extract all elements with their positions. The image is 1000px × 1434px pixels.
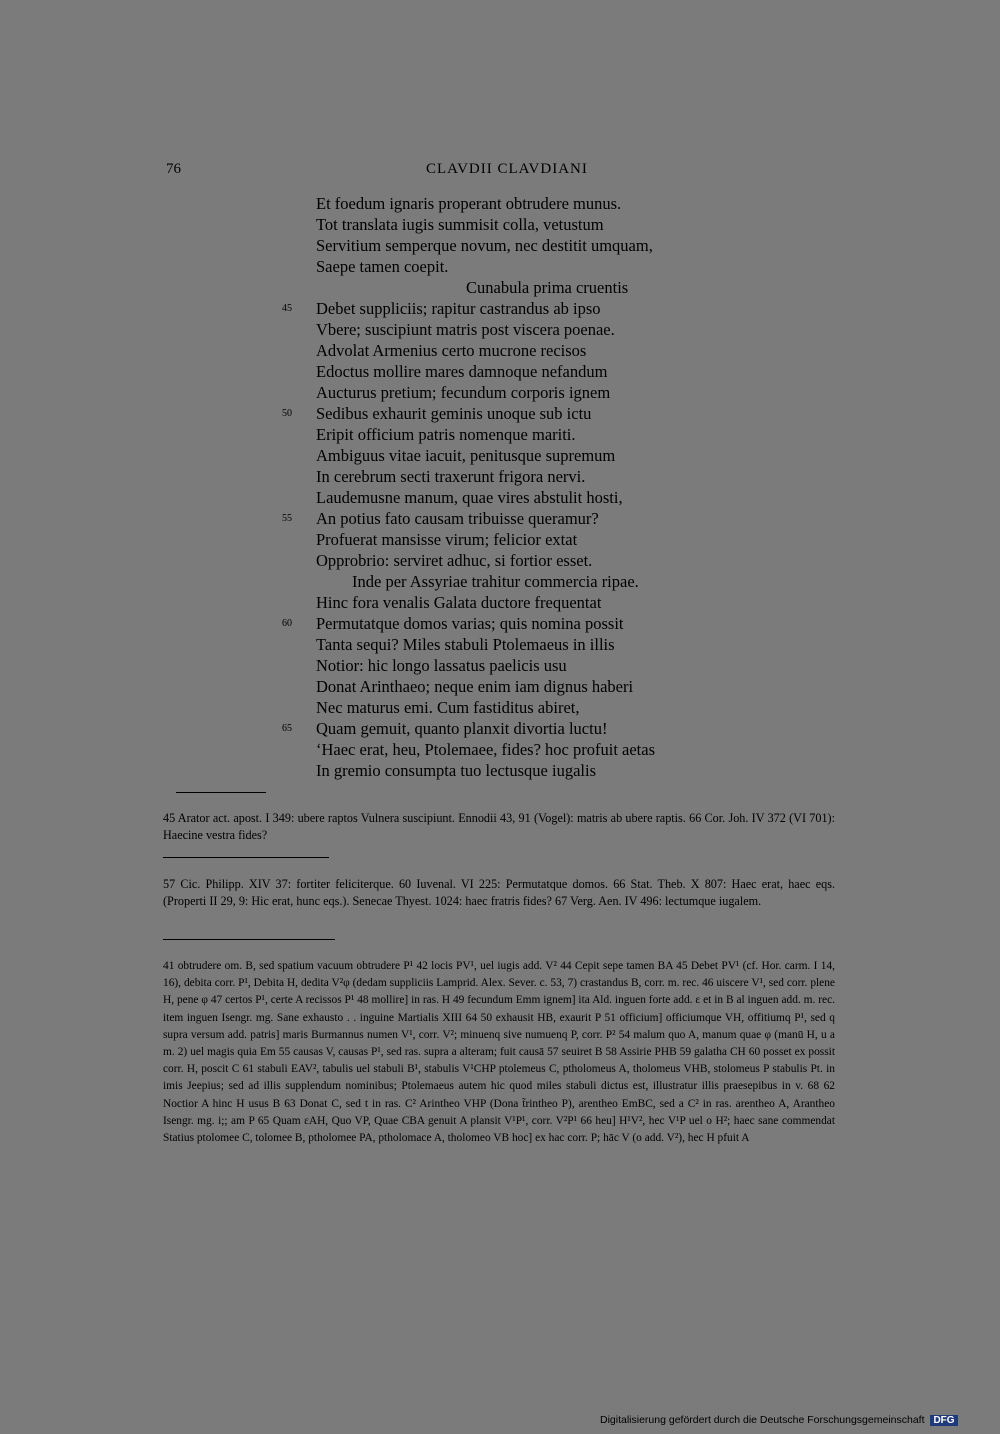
verse-line: [316, 466, 776, 487]
line-number: 45: [282, 303, 292, 314]
verse-text: Nec maturus emi. Cum fastiditus abiret,: [316, 698, 580, 717]
verse-line: [316, 214, 776, 235]
line-number: 65: [282, 723, 292, 734]
verse-line: [316, 277, 776, 298]
verse-text: Hinc fora venalis Galata ductore frequentat: [316, 593, 602, 612]
verse-text: Advolat Armenius certo mucrone recisos: [316, 341, 587, 360]
verse-line: [316, 340, 776, 361]
verse-line: [316, 487, 776, 508]
verse-text: Laudemusne manum, quae vires abstulit hosti,: [316, 488, 623, 507]
verse-text: Tanta sequi? Miles stabuli Ptolemaeus in illis: [316, 635, 615, 654]
verse-line: [316, 634, 776, 655]
line-number: 55: [282, 513, 292, 524]
verse-line: [316, 319, 776, 340]
divider: [163, 939, 335, 940]
verse-line: [282, 508, 776, 529]
verse-text: Inde per Assyriae trahitur commercia ripae.: [352, 572, 639, 591]
line-number: 50: [282, 408, 292, 419]
apparatus-testimonia: [163, 810, 835, 844]
line-number: 60: [282, 618, 292, 629]
verse-line: [282, 718, 776, 739]
verse-text: Et foedum ignaris properant obtrudere munus.: [316, 194, 622, 213]
page-number: 76: [166, 161, 181, 177]
apparatus-criticus: [163, 958, 835, 1147]
verse-text: Permutatque domos varias; quis nomina possit: [316, 614, 624, 633]
verse-line: [316, 592, 776, 613]
verse-text: Opprobrio: serviret adhuc, si fortior esset.: [316, 551, 593, 570]
verse-text: Notior: hic longo lassatus paelicis usu: [316, 656, 567, 675]
funding-credit-text: Digitalisierung gefördert durch die Deutsche Forschungsgemeinschaft: [600, 1414, 925, 1426]
verse-text: Cunabula prima cruentis: [466, 278, 629, 297]
verse-text: Saepe tamen coepit.: [316, 257, 449, 276]
verse-line: [282, 298, 776, 319]
apparatus-criticus-text: 41 obtrudere om. B, sed spatium vacuum obtrudere P¹ 42 locis PV¹, uel iugis add. V² 44 Cepit sepe tamen BA 45 Debet PV¹ (cf. Hor. carm. I 14, 16), debita corr. P¹, Debita H, dedita V²φ (dedam suppliciis Lamprid. Alex. Sever. c. 53, 7) crastandus B, corr. m. rec. 46 uiscere V¹, sed corr. plene H, pene φ 47 certos P¹, certe A recissos P¹ 48 mollire] in ras. H 49 fecundum Emm ignem] ita Ald. inguen forte add. ε et in B al inguen add. m. rec. item inguen Isengr. mg. Sane exhausto . . inguine Martialis XIII 64 50 exhausit HB, exaurit P 51 officium] officiumque VH, offitiumq P¹, sed q supra versum add. patris] maris Burmannus numen V¹, corr. V²; minuenq sive numuenq P, corr. P² 54 malum quo A, manum quae φ (manū H, u a m. 2) uel magis quia Em 55 causas V, causas P¹, sed ras. supra a alteram; fuit causā 57 seuiret B 58 Assirie PHB 59 galatha CH 60 posset ex possit corr. H, poscit C 61 stabuli EAV², tabulis uel stabuli B¹, stabulis V¹CHP ptolemeus C, ptholomeus A, tholomeus VHB, stolomeus P stabulis Pt. in imis Jeepius; sed ad illis supplendum nominibus; Ptolemaeus autem hic quod miles stabuli dictus est, illustratur illis praesepibus in v. 68 62 Noctior A hinc H usus B 63 Donat C, sed t in ras. C² Arintheo VHP (Dona t̃rintheo P), arentheo EmBC, sed a C² in ras. arentheo A, Arantheo Isengr. mg. i;; am P 65 Quam εAH, Quo VP, Quae CBA genuit A plansit V¹P¹, corr. V²P¹ 66 heu] H¹V², hec V¹P uel o H²; haec sane commendat Statius ptolomee C, tolomee B, ptholomee PA, ptholomace A, tholomeo VB hoc] ex hac corr. P; hāc V (o add. V²), hec H pfuit A: [163, 960, 835, 1145]
apparatus-similia-text: 57 Cic. Philipp. XIV 37: fortiter feliciterque. 60 Iuvenal. VI 225: Permutatque domos. 66 Stat. Theb. X 807: Haec erat, haec eqs. (Properti II 29, 9: Hic erat, hunc eqs.). Senecae Thyest. 1024: haec fratris fides? 67 Verg. Aen. IV 496: lectumque iugalem.: [163, 877, 835, 908]
verse-text: Eripit officium patris nomenque mariti.: [316, 425, 576, 444]
apparatus-similia: [163, 876, 835, 910]
verse-line: [316, 256, 776, 277]
verse-text: Profuerat mansisse virum; felicior extat: [316, 530, 578, 549]
verse-text: An potius fato causam tribuisse queramur?: [316, 509, 599, 528]
divider: [176, 792, 266, 793]
verse-line: [316, 382, 776, 403]
verse-text: ‘Haec erat, heu, Ptolemaee, fides? hoc profuit aetas: [316, 740, 656, 759]
verse-text: Aucturus pretium; fecundum corporis ignem: [316, 383, 611, 402]
verse-line: [316, 676, 776, 697]
verse-line: [316, 697, 776, 718]
verse-text: Vbere; suscipiunt matris post viscera poenae.: [316, 320, 615, 339]
verse-text: Ambiguus vitae iacuit, penitusque supremum: [316, 446, 616, 465]
verse-text: Quam gemuit, quanto planxit divortia luctu!: [316, 719, 608, 738]
verse-line: [316, 571, 776, 592]
funding-credit: [600, 1414, 958, 1426]
verse-text: Tot translata iugis summisit colla, vetustum: [316, 215, 604, 234]
verse-line: [316, 445, 776, 466]
verse-line: [316, 424, 776, 445]
verse-line: [316, 760, 776, 781]
verse-text: Servitium semperque novum, nec destitit umquam,: [316, 236, 653, 255]
verse-block: [282, 193, 776, 781]
verse-line: [316, 655, 776, 676]
apparatus-testimonia-text: 45 Arator act. apost. I 349: ubere raptos Vulnera suscipiunt. Ennodii 43, 91 (Vogel): matris ab ubere raptis. 66 Cor. Joh. IV 372 (VI 701): Haecine vestra fides?: [163, 811, 835, 842]
verse-line: [316, 739, 776, 760]
dfg-logo: DFG: [930, 1415, 957, 1426]
verse-line: [316, 529, 776, 550]
verse-line: [316, 550, 776, 571]
divider: [163, 857, 329, 858]
verse-text: In cerebrum secti traxerunt frigora nervi.: [316, 467, 586, 486]
verse-line: [282, 403, 776, 424]
verse-text: Debet suppliciis; rapitur castrandus ab ipso: [316, 299, 601, 318]
verse-text: Donat Arinthaeo; neque enim iam dignus haberi: [316, 677, 634, 696]
verse-text: Edoctus mollire mares damnoque nefandum: [316, 362, 608, 381]
verse-text: In gremio consumpta tuo lectusque iugalis: [316, 761, 596, 780]
verse-line: [316, 361, 776, 382]
verse-text: Sedibus exhaurit geminis unoque sub ictu: [316, 404, 592, 423]
verse-line: [282, 613, 776, 634]
running-title: CLAVDII CLAVDIANI: [426, 161, 588, 177]
verse-line: [316, 193, 776, 214]
verse-line: [316, 235, 776, 256]
